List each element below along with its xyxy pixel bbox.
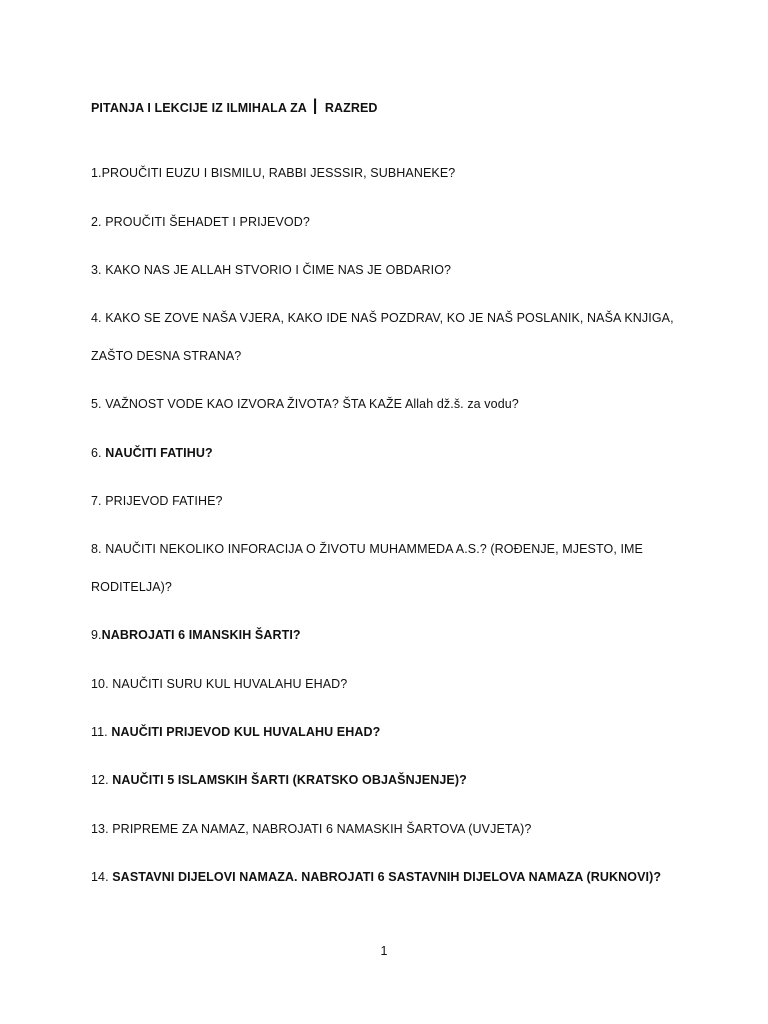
title-prefix: PITANJA I LEKCIJE IZ ILMIHALA ZA [91,101,307,115]
question-5 [91,397,519,411]
document-title [91,96,378,118]
question-number: 4. [91,311,106,325]
question-8 [91,542,643,556]
question-9 [91,628,301,642]
question-number: 8. [91,542,106,556]
question-number: 2. [91,215,106,229]
question-4-continuation: ZAŠTO DESNA STRANA? [91,349,242,363]
question-number: 10. [91,677,113,691]
question-text: NAUČITI NEKOLIKO INFORACIJA O ŽIVOTU MUHAMMEDA A.S.? (ROĐENJE, MJESTO, IME [105,542,643,556]
question-10 [91,677,347,691]
question-text: PRIPREME ZA NAMAZ, NABROJATI 6 NAMASKIH ŠARTOVA (UVJETA)? [112,822,532,836]
question-text: NAUČITI SURU KUL HUVALAHU EHAD? [112,677,348,691]
question-text: PROUČITI ŠEHADET I PRIJEVOD? [105,215,310,229]
question-number: 1. [91,166,102,180]
question-number: 5. [91,397,106,411]
question-12 [91,773,467,787]
question-number: 14. [91,870,113,884]
question-number: 12. [91,773,113,787]
question-text: KAKO SE ZOVE NAŠA VJERA, KAKO IDE NAŠ POZDRAV, KO JE NAŠ POSLANIK, NAŠA KNJIGA, [105,311,674,325]
page-number: 1 [380,944,388,958]
question-1 [91,166,455,180]
question-6 [91,446,213,460]
question-2 [91,215,310,229]
question-text: PRIJEVOD FATIHE? [105,494,223,508]
question-number: 6. [91,446,106,460]
question-7 [91,494,223,508]
question-text: NABROJATI 6 IMANSKIH ŠARTI? [101,628,301,642]
question-14 [91,870,661,884]
title-suffix: RAZRED [324,101,378,115]
question-number: 11. [91,725,112,739]
question-number: 9. [91,628,102,642]
question-11 [91,725,380,739]
question-text: PROUČITI EUZU I BISMILU, RABBI JESSSIR, SUBHANEKE? [101,166,456,180]
question-4 [91,311,674,325]
question-13 [91,822,531,836]
question-text: SASTAVNI DIJELOVI NAMAZA. NABROJATI 6 SASTAVNIH DIJELOVA NAMAZA (RUKNOVI)? [112,870,662,884]
question-text: NAUČITI FATIHU? [105,446,213,460]
question-number: 3. [91,263,106,277]
title-grade: I [312,94,319,119]
question-8-continuation: RODITELJA)? [91,580,172,594]
question-text: VAŽNOST VODE KAO IZVORA ŽIVOTA? ŠTA KAŽE Allah dž.š. za vodu? [105,397,519,411]
question-text: NAUČITI 5 ISLAMSKIH ŠARTI (KRATSKO OBJAŠNJENJE)? [112,773,467,787]
question-number: 7. [91,494,106,508]
question-text: KAKO NAS JE ALLAH STVORIO I ČIME NAS JE OBDARIO? [105,263,452,277]
question-text: NAUČITI PRIJEVOD KUL HUVALAHU EHAD? [111,725,381,739]
question-3 [91,263,451,277]
question-number: 13. [91,822,113,836]
